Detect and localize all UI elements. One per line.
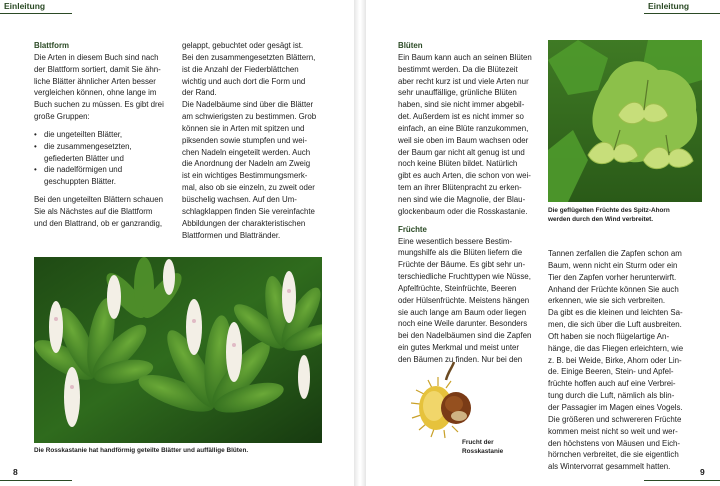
right-column-1	[398, 40, 548, 366]
text-line: ist ein wichtiges Bestimmungsmerk-	[182, 171, 308, 181]
text-line: Buch suchen zu müssen. Es gibt drei	[34, 100, 164, 110]
text-line: vergleichen können, ohne lange im	[34, 88, 157, 98]
text-line: tem an ihrer Blütenpracht zu erken-	[398, 183, 522, 193]
text-line: Tier den Zapfen vorher herunterwirft.	[548, 272, 677, 282]
text-line: einfach, an eine Blüte ranzukommen,	[398, 123, 529, 133]
section-heading-blueten: Blüten	[398, 41, 423, 50]
text-line: ist die Anzahl der Fiederblättchen	[182, 64, 299, 74]
text-line: der Baum gar nicht alt genug ist und	[398, 147, 525, 157]
bullet-item: • die zusammengesetzten,	[34, 141, 169, 153]
section-heading-blattform: Blattform	[34, 41, 70, 50]
text-line: Bei den ungeteilten Blättern schauen	[34, 195, 163, 205]
section-heading-fruechte: Früchte	[398, 224, 427, 234]
text-line: aber recht kurz ist und viele Arten nur	[398, 76, 529, 86]
maple-fruit-caption	[548, 207, 718, 224]
text-line: tung durch die Luft, nämlich als blin-	[548, 391, 675, 401]
text-line: am schwierigsten zu bestimmen. Grob	[182, 112, 317, 122]
bullet-item: • die ungeteilten Blätter,	[34, 129, 169, 141]
text-line: ein gutes Merkmal und meist unter	[398, 343, 520, 353]
book-gutter	[354, 0, 366, 486]
caption-line: Die Rosskastanie hat handförmig geteilte Blätter und auffällige Blüten.	[34, 447, 249, 454]
text-line: sie auch lange am Baum oder liegen	[398, 307, 527, 317]
text-line: wichtig und auch dort die Form und	[182, 76, 306, 86]
text-line: Sie als Nächstes auf die Blattform	[34, 206, 153, 216]
text-line: früchte hoffen auch auf eine Verbrei-	[548, 379, 676, 389]
text-line: terschiedliche Fruchttypen wie Nüsse,	[398, 272, 531, 282]
text-line: Anhand der Früchte können Sie auch	[548, 284, 679, 294]
caption-line: Rosskastanie	[462, 447, 504, 455]
left-header-rule	[0, 13, 72, 14]
caption-line: Die geflügelten Früchte des Spitz-Ahorn	[548, 207, 670, 214]
maple-fruit-photo	[548, 40, 702, 202]
right-header-label: Einleitung	[648, 1, 690, 11]
text-line: det. Außerdem ist es nicht immer so	[398, 112, 524, 122]
text-line: piksenden sowie stumpfen und wei-	[182, 135, 308, 145]
right-header-rule	[644, 13, 720, 14]
bullet-item-continued: gefiederten Blätter und	[44, 153, 124, 163]
text-line: die Anordnung der Nadeln am Zweig	[182, 159, 311, 169]
right-footer-rule	[644, 480, 720, 481]
left-header-label: Einleitung	[4, 1, 46, 11]
text-line: de. Einige Beeren, Stein- und Apfel-	[548, 367, 674, 377]
left-page-number: 8	[13, 467, 18, 477]
text-line: chen Nadeln eingeteilt werden. Auch	[182, 147, 311, 157]
text-line: mungshilfe als die Blüten liefern die	[398, 248, 523, 258]
text-line: Baum, wenn nicht ein Sturm oder ein	[548, 260, 678, 270]
text-line: Ein Baum kann auch an seinen Blüten	[398, 52, 532, 62]
text-line: Früchte der Bäume. Es gibt sehr un-	[398, 260, 526, 270]
text-line: liche Blätter ähnlicher Arten besser	[34, 76, 156, 86]
text-line: große Gruppen:	[34, 112, 90, 122]
left-column-2	[182, 40, 332, 241]
text-line: erkennen, wie sie sich verbreiten.	[548, 296, 666, 306]
text-line: bei den Nadelbäumen sind die Zapfen	[398, 331, 532, 341]
text-line: Bei den zusammengesetzten Blättern,	[182, 52, 316, 62]
text-line: sehr unauffällige, grünliche Blüten	[398, 88, 517, 98]
text-line: hänge, die das Fliegen erleichtern, wie	[548, 343, 684, 353]
text-line: Abbildungen der charakteristischen	[182, 218, 306, 228]
text-line: schlagklappen finden Sie vereinfachte	[182, 206, 315, 216]
text-line: mal, also ob sie einzeln, zu zweit oder	[182, 183, 315, 193]
text-line: Die Arten in diesem Buch sind nach	[34, 52, 159, 62]
caption-line: werden durch den Wind verbreitet.	[548, 215, 654, 223]
horse-chestnut-caption	[34, 447, 334, 456]
left-footer-rule	[0, 480, 72, 481]
text-line: oder Hülsenfrüchte. Meistens hängen	[398, 295, 530, 305]
left-page	[0, 0, 354, 486]
text-line: Eine wesentlich bessere Bestim-	[398, 236, 513, 246]
text-line: Apfelfrüchte, Steinfrüchte, Beeren	[398, 283, 517, 293]
text-line: gelappt, gebuchtet oder gesägt ist.	[182, 41, 304, 50]
text-line: kommen meist nicht so weit und wer-	[548, 426, 678, 436]
text-line: haben, sind sie nicht immer abgebil-	[398, 100, 525, 110]
caption-line: Frucht der	[462, 439, 494, 446]
right-page	[366, 0, 720, 486]
right-page-number: 9	[700, 467, 705, 477]
text-line: Blattformen und Blattränder.	[182, 230, 281, 240]
text-line: glockenbaum oder die Rosskastanie.	[398, 206, 528, 216]
text-line: den höchstens von Mäusen und Eich-	[548, 438, 681, 448]
text-line: Da gibt es die kleinen und leichten Sa-	[548, 308, 683, 318]
text-line: hörnchen verbreitet, die sie eigentlich	[548, 450, 679, 460]
right-column-2	[548, 248, 708, 473]
chestnut-fruit-caption	[462, 439, 532, 456]
text-line: weil sie oben im Baum wachsen oder	[398, 135, 529, 145]
text-line: büschelig wachsen. Auf den Um-	[182, 194, 297, 204]
text-line: z. B. bei Weide, Birke, Ahorn oder Lin-	[548, 355, 682, 365]
text-line: noch keine Blüten bildet. Natürlich	[398, 159, 518, 169]
text-line: der Blattform sortiert, damit Sie ähn-	[34, 64, 161, 74]
text-line: men, die sich über die Luft ausbreiten.	[548, 320, 682, 330]
text-line: als Wintervorrat gesammelt hatten.	[548, 462, 671, 472]
text-line: Die Nadelbäume sind über die Blätter	[182, 100, 314, 110]
text-line: können sie in Arten mit spitzen und	[182, 123, 305, 133]
left-column-1	[34, 40, 169, 230]
text-line: noch eine Weile darunter. Besonders	[398, 319, 528, 329]
text-line: der Passagier im Magen eines Vogels.	[548, 402, 683, 412]
text-line: bestimmt werden. Da die Blütezeit	[398, 64, 518, 74]
text-line: und den Blattrand, ob er ganzrandig,	[34, 218, 163, 228]
bullet-item-continued: geschuppten Blätter.	[44, 177, 116, 187]
bullet-item: • die nadelförmigen und	[34, 164, 169, 176]
horse-chestnut-photo	[34, 257, 322, 443]
text-line: den Bäumen zu finden. Nur bei den	[398, 354, 523, 364]
text-line: Oft haben sie noch flügelartige An-	[548, 331, 670, 341]
text-line: Die größeren und schwereren Früchte	[548, 414, 682, 424]
text-line: der Rand.	[182, 88, 217, 98]
text-line: Tannen zerfallen die Zapfen schon am	[548, 249, 682, 258]
text-line: gibt es auch Arten, die schon von wei-	[398, 171, 531, 181]
text-line: nen sind wie die Magnolie, der Blau-	[398, 194, 526, 204]
